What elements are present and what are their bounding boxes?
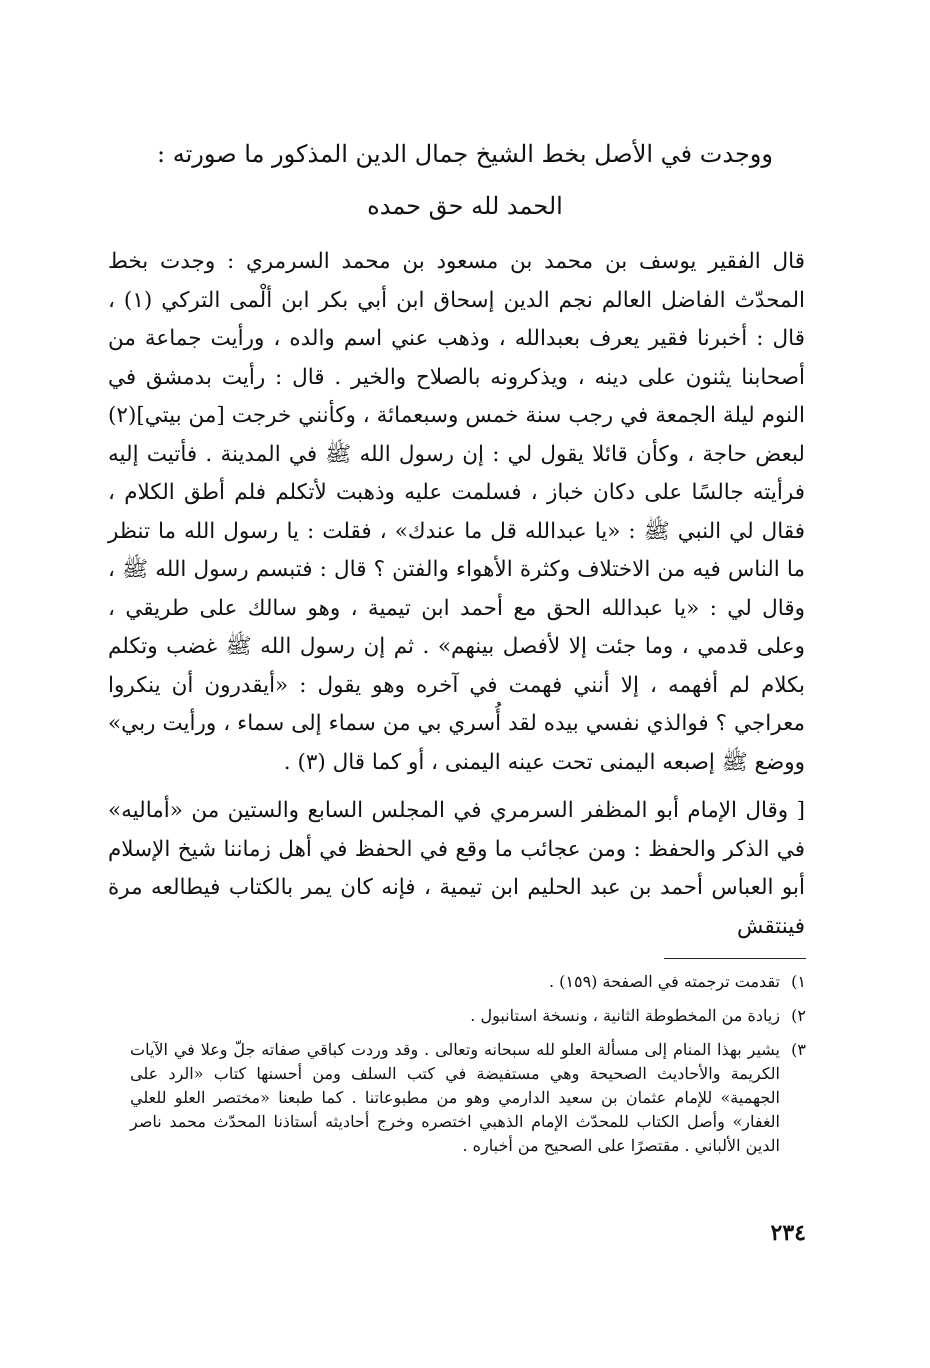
footnote-number: ٢) [791,1006,806,1025]
footnote-text: زيادة من المخطوطة الثانية ، ونسخة استانبول . [470,1006,780,1025]
footnote-number: ١) [791,972,806,991]
page-number: ٢٣٤ [770,1220,806,1246]
footnotes [130,970,806,1168]
footnote-text: يشير بهذا المنام إلى مسألة العلو لله سبحانه وتعالى . وقد وردت كباقي صفاته جلّ وعلا في الآيات الكريمة والأحاديث الصحيحة وهي مستفيضة في كتب السلف ومن أحسنها كتاب «الرد على الجهمية» للإمام عثمان بن سعيد الدارمي وهو من مطبوعاتنا . كما طبعنا «مختصر العلو للعلي الغفار» وأصل الكتاب للمحدّث الإمام الذهبي اختصره وخرج أحاديثه أستاذنا المحدّث محمد ناصر الدين الألباني . مقتصرًا على الصحيح من أخباره . [130,1040,780,1155]
section-subheading: الحمد لله حق حمده [367,192,563,220]
footnote-3 [130,1038,806,1158]
footnote-1 [130,970,806,994]
footnote-text: تقدمت ترجمته في الصفحة (١٥٩) . [548,972,780,991]
footnote-number: ٣) [791,1040,806,1059]
footnote-divider [664,958,806,959]
footnote-2 [130,1004,806,1028]
main-text [108,243,805,946]
paragraph-memory-account: [ وقال الإمام أبو المظفر السرمري في المجلس السابع والستين من «أماليه» في الذكر والحفظ : ومن عجائب ما وقع في الحفظ في أهل زماننا شيخ الإسلام أبو العباس أحمد بن عبد الحليم ابن تيمية ، فإنه كان يمر بالكتاب فيطالعه مرة فينتقش [108,798,805,939]
paragraph-dream-narration: قال الفقير يوسف بن محمد بن مسعود بن محمد السرمري : وجدت بخط المحدّث الفاضل العالم نجم الدين إسحاق ابن أبي بكر ابن ألْمى التركي (١) ، قال : أخبرنا فقير يعرف بعبدالله ، وذهب عني اسم والده ، ورأيت جماعة من أصحابنا يثنون على دينه ، ويذكرونه بالصلاح والخير . قال : رأيت بدمشق في النوم ليلة الجمعة في رجب سنة خمس وسبعمائة ، وكأنني خرجت [من بيتي](٢) لبعض حاجة ، وكأن قائلا يقول لي : إن رسول الله ﷺ في المدينة . فأتيت إليه فرأيته جالسًا على دكان خباز ، فسلمت عليه وذهبت لأتكلم فلم أطق الكلام ، فقال لي النبي ﷺ : «يا عبدالله قل ما عندك» ، فقلت : يا رسول الله ما تنظر ما الناس فيه من الاختلاف وكثرة الأهواء والفتن ؟ قال : فتبسم رسول الله ﷺ ، وقال لي : «يا عبدالله الحق مع أحمد ابن تيمية ، وهو سالك على طريقي ، وعلى قدمي ، وما جئت إلا لأفصل بينهم» . ثم إن رسول الله ﷺ غضب وتكلم بكلام لم أفهمه ، إلا أنني فهمت في آخره وهو يقول : «أيقدرون أن ينكروا معراجي ؟ فوالذي نفسي بيده لقد أُسري بي من سماء إلى سماء ، ورأيت ربي» ووضع ﷺ إصبعه اليمنى تحت عينه اليمنى ، أو كما قال (٣) . [108,249,805,775]
section-heading: ووجدت في الأصل بخط الشيخ جمال الدين المذكور ما صورته : [157,140,773,168]
